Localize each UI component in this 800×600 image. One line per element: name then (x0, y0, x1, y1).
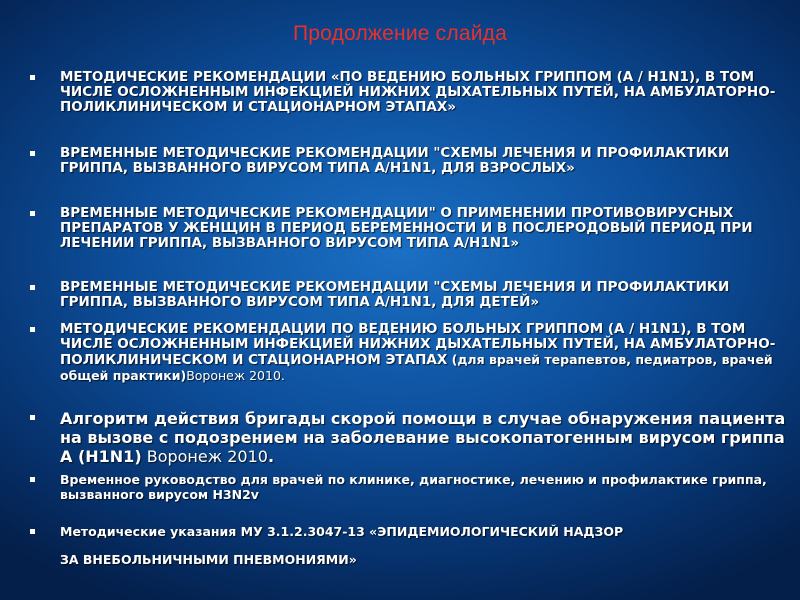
list-item (30, 409, 790, 466)
item-text: ВРЕМЕННЫЕ МЕТОДИЧЕСКИЕ РЕКОМЕНДАЦИИ" О ПРИМЕНЕНИИ ПРОТИВОВИРУСНЫХ ПРЕПАРАТОВ У ЖЕНЩИН В ПЕРИОД БЕРЕМЕННОСТИ И В ПОСЛЕРОДОВЫЙ ПЕРИОД ПРИ ЛЕЧЕНИИ ГРИППА, ВЫЗВАННОГО ВИРУСОМ ТИПА А/H1N1» (60, 205, 753, 251)
item-text (60, 409, 790, 466)
list-item (30, 280, 790, 310)
list-item (30, 524, 790, 567)
item-text: МЕТОДИЧЕСКИЕ РЕКОМЕНДАЦИИ «ПО ВЕДЕНИЮ БОЛЬНЫХ ГРИППОМ (A / H1N1), В ТОМ ЧИСЛЕ ОСЛОЖНЕННЫМ ИНФЕКЦИЕЙ НИЖНИХ ДЫХАТЕЛЬНЫХ ПУТЕЙ, НА АМБУЛАТОРНО-ПОЛИКЛИНИЧЕСКОМ И СТАЦИОНАРНОМ ЭТАПАХ» (60, 69, 776, 115)
item-text: ВРЕМЕННЫЕ МЕТОДИЧЕСКИЕ РЕКОМЕНДАЦИИ "СХЕМЫ ЛЕЧЕНИЯ И ПРОФИЛАКТИКИ ГРИППА, ВЫЗВАННОГО ВИРУСОМ ТИПА А/H1N1, ДЛЯ ВЗРОСЛЫХ» (60, 145, 730, 176)
item-line-1: Методические указания МУ 3.1.2.3047-13 «ЭПИДЕМИОЛОГИЧЕСКИЙ НАДЗОР (60, 524, 624, 539)
item-text: Временное руководство для врачей по клинике, диагностике, лечению и профилактике гриппа, вызванного вирусом H3N2v (60, 472, 767, 502)
item-text (60, 322, 790, 384)
list-item (30, 70, 790, 115)
list-item (30, 322, 790, 384)
item-main-text: Алгоритм действия бригады скорой помощи в случае обнаружения пациента на вызове с подозрением на заболевание высокопатогенным вирусом гриппа А (Н1N1) (60, 409, 786, 466)
item-city-year: Воронеж 2010. (186, 368, 285, 383)
bullet-icon (30, 529, 35, 534)
bullet-icon (30, 327, 35, 332)
bullet-icon (30, 415, 35, 420)
item-text: ВРЕМЕННЫЕ МЕТОДИЧЕСКИЕ РЕКОМЕНДАЦИИ "СХЕМЫ ЛЕЧЕНИЯ И ПРОФИЛАКТИКИ ГРИППА, ВЫЗВАННОГО ВИРУСОМ ТИПА А/H1N1, ДЛЯ ДЕТЕЙ» (60, 279, 730, 310)
bullet-icon (30, 75, 35, 80)
bullet-icon (30, 151, 35, 156)
item-line-2: ЗА ВНЕБОЛЬНИЧНЫМИ ПНЕВМОНИЯМИ» (60, 552, 357, 567)
item-audience-text: (для врачей терапевтов, педиатров, врачей общей практики) (60, 352, 773, 383)
bullet-icon (30, 285, 35, 290)
slide-title: Продолжение слайда (293, 22, 507, 45)
item-text (60, 524, 790, 567)
item-tail: . (267, 447, 275, 466)
bullet-icon (30, 477, 35, 482)
bullet-icon (30, 211, 35, 216)
list-item (30, 472, 790, 502)
list-item (30, 206, 790, 251)
list-item (30, 146, 790, 176)
item-main-text: МЕТОДИЧЕСКИЕ РЕКОМЕНДАЦИИ ПО ВЕДЕНИЮ БОЛЬНЫХ ГРИППОМ (A / H1N1), В ТОМ ЧИСЛЕ ОСЛОЖНЕННЫМ ИНФЕКЦИЕЙ НИЖНИХ ДЫХАТЕЛЬНЫХ ПУТЕЙ, НА АМБУЛАТОРНО-ПОЛИКЛИНИЧЕСКОМ И СТАЦИОНАРНОМ ЭТАПАХ (60, 321, 776, 368)
item-city-year: Воронеж 2010 (141, 447, 268, 466)
